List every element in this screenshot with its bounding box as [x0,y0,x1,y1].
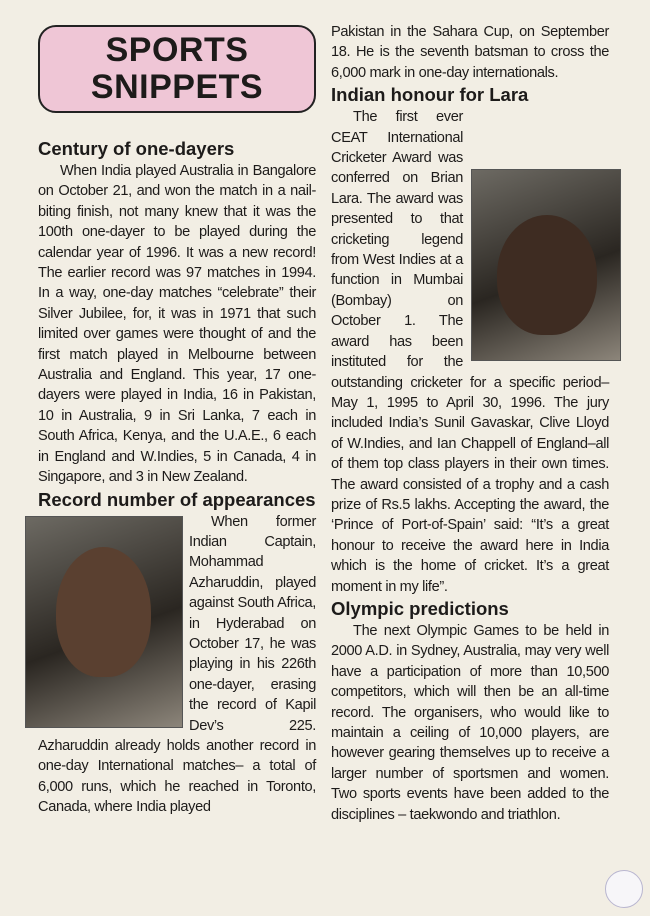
article-body [331,107,609,597]
section-title-line2: SNIPPETS [90,68,264,106]
section-title-line1: SPORTS [105,31,249,69]
article-body: When India played Australia in Bangalore on October 21, and won the match in a nail-biting finish, not many knew that it was the 100th one-dayer to be played during the calendar year of 1996. It was a new record! The earlier record was 97 matches in 1994. In a way, one-day matches “celebrate” their Silver Jubilee, for, it was in 1971 that such limited over games were thought of and the first match played in Melbourne between Australia and England. This year, 17 one-dayers were played in India, 16 in Pakistan, 10 in Australia, 9 in Sri Lanka, 7 each in South Africa, Kenya, and the U.A.E., 6 each in England and W.Indies, 5 in Canada, 4 in Singapore, and 3 in New Zealand. [38,163,316,486]
publisher-logo-icon [605,870,643,908]
article-heading: Olympic predictions [331,597,509,619]
lara-photo [471,169,621,361]
face-shape [56,547,151,677]
article-heading: Century of one-dayers [38,138,235,159]
left-column [38,0,316,818]
article-body [38,512,316,818]
article-heading: Record number of appearances [38,488,316,510]
article-heading: Indian honour for Lara [331,84,529,106]
article-body: The next Olympic Games to be held in 2000 A.D. in Sydney, Australia, may very well have a participation of more than 10,500 competitors, which will then be an all-time record. The organisers, who would like to maintain a ceiling of 10,000 players, are however gearing themselves up to receive a larger number of sportsmen and women. Two sports events have been added to the disciplines – taekwondo and triathlon. [331,622,609,823]
right-column [331,22,609,825]
azharuddin-photo [25,516,183,728]
section-title-box [38,25,316,113]
article-body-text: When former Indian Captain, Mohammad Azharuddin, played against South Africa, in Hyderabad on October 17, he was playing in his 226th one-dayer, erasing the record of Kapil Dev’s 225. Azharuddin already holds another record in one-day International matches– a total of 6,000 runs, which he reached in Toronto, Canada, where India played [38,513,316,816]
article-continuation: Pakistan in the Sahara Cup, on September 18. He is the seventh batsman to cross the 6,000 mark in one-day internationals. [331,24,609,81]
article-body-text: The first ever CEAT International Cricketer Award was conferred on Brian Lara. The award was presented to that cricketing legend from West Indies at a function in Mumbai (Bombay) on October 1. The award has been instituted for the outstanding cricketer for a specific period– May 1, 1995 to April 30, 1996. The jury included India’s Sunil Gavaskar, Clive Lloyd of W.Indies, and Ian Chappell of England–all of them top class players in their own times. The award consisted of a trophy and a cash prize of Rs.5 lakhs. Accepting the award, the ‘Prince of Port-of-Spain’ said: “It’s a great honour to receive the award here in India which is the home of cricket. It’s a great moment in my life”. [331,109,609,595]
face-shape [497,215,597,335]
